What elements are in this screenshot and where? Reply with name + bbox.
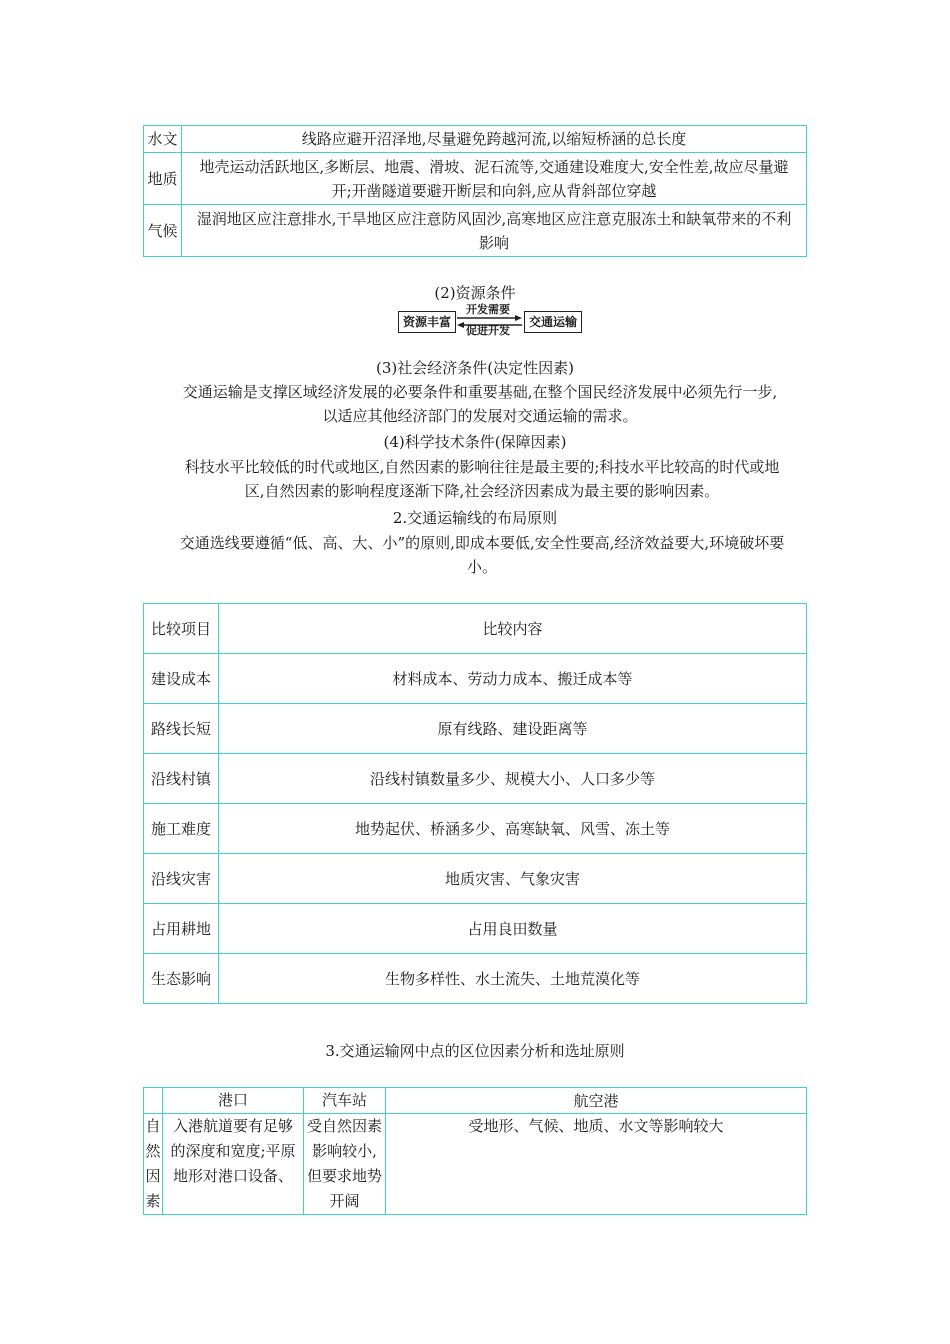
flow-top-label: 开发需要: [466, 303, 510, 316]
flow-right-box: 交通运输: [524, 311, 582, 333]
table-row: [144, 1114, 807, 1215]
flow-arrows: [398, 308, 584, 336]
row-key: 地质: [144, 153, 182, 205]
row-value: 地壳运动活跃地区,多断层、地震、滑坡、泥石流等,交通建设难度大,安全性差,故应尽量避开;开凿隧道要避开断层和向斜,应从背斜部位穿越: [182, 153, 807, 205]
row-key: 水文: [144, 126, 182, 153]
location-factors-table: [143, 1087, 807, 1215]
flow-bottom-label: 促进开发: [466, 324, 510, 337]
resource-flow-diagram: [398, 303, 584, 337]
row-key: 生态影响: [144, 954, 219, 1004]
table-row: [144, 954, 807, 1004]
row-key: 沿线村镇: [144, 754, 219, 804]
table-row: [144, 854, 807, 904]
port-cell: 入港航道要有足够的深度和宽度;平原地形对港口设备、: [163, 1114, 304, 1215]
table-row: [144, 754, 807, 804]
header-value: 比较内容: [219, 604, 807, 654]
natural-conditions-table: [143, 125, 807, 257]
section-title: (2)资源条件: [434, 284, 516, 302]
section-heading: 3.交通运输网中点的区位因素分析和选址原则: [325, 1042, 625, 1060]
row-value: 湿润地区应注意排水,干旱地区应注意防风固沙,高寒地区应注意克服冻土和缺氧带来的不利影响: [182, 205, 807, 257]
flow-left-box: 资源丰富: [398, 311, 456, 333]
paragraph: 交通运输是支撑区域经济发展的必要条件和重要基础,在整个国民经济发展中必须先行一步,以适应其他经济部门的发展对交通运输的需求。: [182, 383, 778, 425]
table-row: [144, 126, 807, 153]
row-key: 气候: [144, 205, 182, 257]
row-key: 施工难度: [144, 804, 219, 854]
row-key: 路线长短: [144, 704, 219, 754]
airport-cell: 受地形、气候、地质、水文等影响较大: [386, 1114, 807, 1215]
row-key: 沿线灾害: [144, 854, 219, 904]
table-row: [144, 904, 807, 954]
header-cell: 港口: [163, 1088, 304, 1114]
table-row: [144, 804, 807, 854]
row-value: 占用良田数量: [219, 904, 807, 954]
bus-station-cell: 受自然因素影响较小,但要求地势开阔: [304, 1114, 386, 1215]
row-value: 沿线村镇数量多少、规模大小、人口多少等: [219, 754, 807, 804]
table-row: [144, 205, 807, 257]
header-cell: 汽车站: [304, 1088, 386, 1114]
row-value: 原有线路、建设距离等: [219, 704, 807, 754]
header-cell: 航空港: [386, 1088, 807, 1114]
row-key: 建设成本: [144, 654, 219, 704]
table-header-row: [144, 1088, 807, 1114]
header-cell: [144, 1088, 163, 1114]
comparison-table: [143, 603, 807, 1004]
row-value: 生物多样性、水土流失、土地荒漠化等: [219, 954, 807, 1004]
paragraph: 科技水平比较低的时代或地区,自然因素的影响往往是最主要的;科技水平比较高的时代或地区,自然因素的影响程度逐渐下降,社会经济因素成为最主要的影响因素。: [184, 458, 780, 500]
row-value: 材料成本、劳动力成本、搬迁成本等: [219, 654, 807, 704]
section-title: (3)社会经济条件(决定性因素): [376, 359, 574, 377]
row-value: 线路应避开沼泽地,尽量避免跨越河流,以缩短桥涵的总长度: [182, 126, 807, 153]
row-value: 地势起伏、桥涵多少、高寒缺氧、风雪、冻土等: [219, 804, 807, 854]
row-label: 自然因素: [144, 1114, 163, 1215]
table-header-row: [144, 604, 807, 654]
paragraph: 交通选线要遵循“低、高、大、小”的原则,即成本要低,安全性要高,经济效益要大,环境破坏要小。: [179, 534, 785, 576]
header-key: 比较项目: [144, 604, 219, 654]
table-row: [144, 153, 807, 205]
table-row: [144, 704, 807, 754]
section-heading: 2.交通运输线的布局原则: [392, 509, 558, 527]
row-key: 占用耕地: [144, 904, 219, 954]
section-title: (4)科学技术条件(保障因素): [383, 433, 567, 451]
table-row: [144, 654, 807, 704]
row-value: 地质灾害、气象灾害: [219, 854, 807, 904]
